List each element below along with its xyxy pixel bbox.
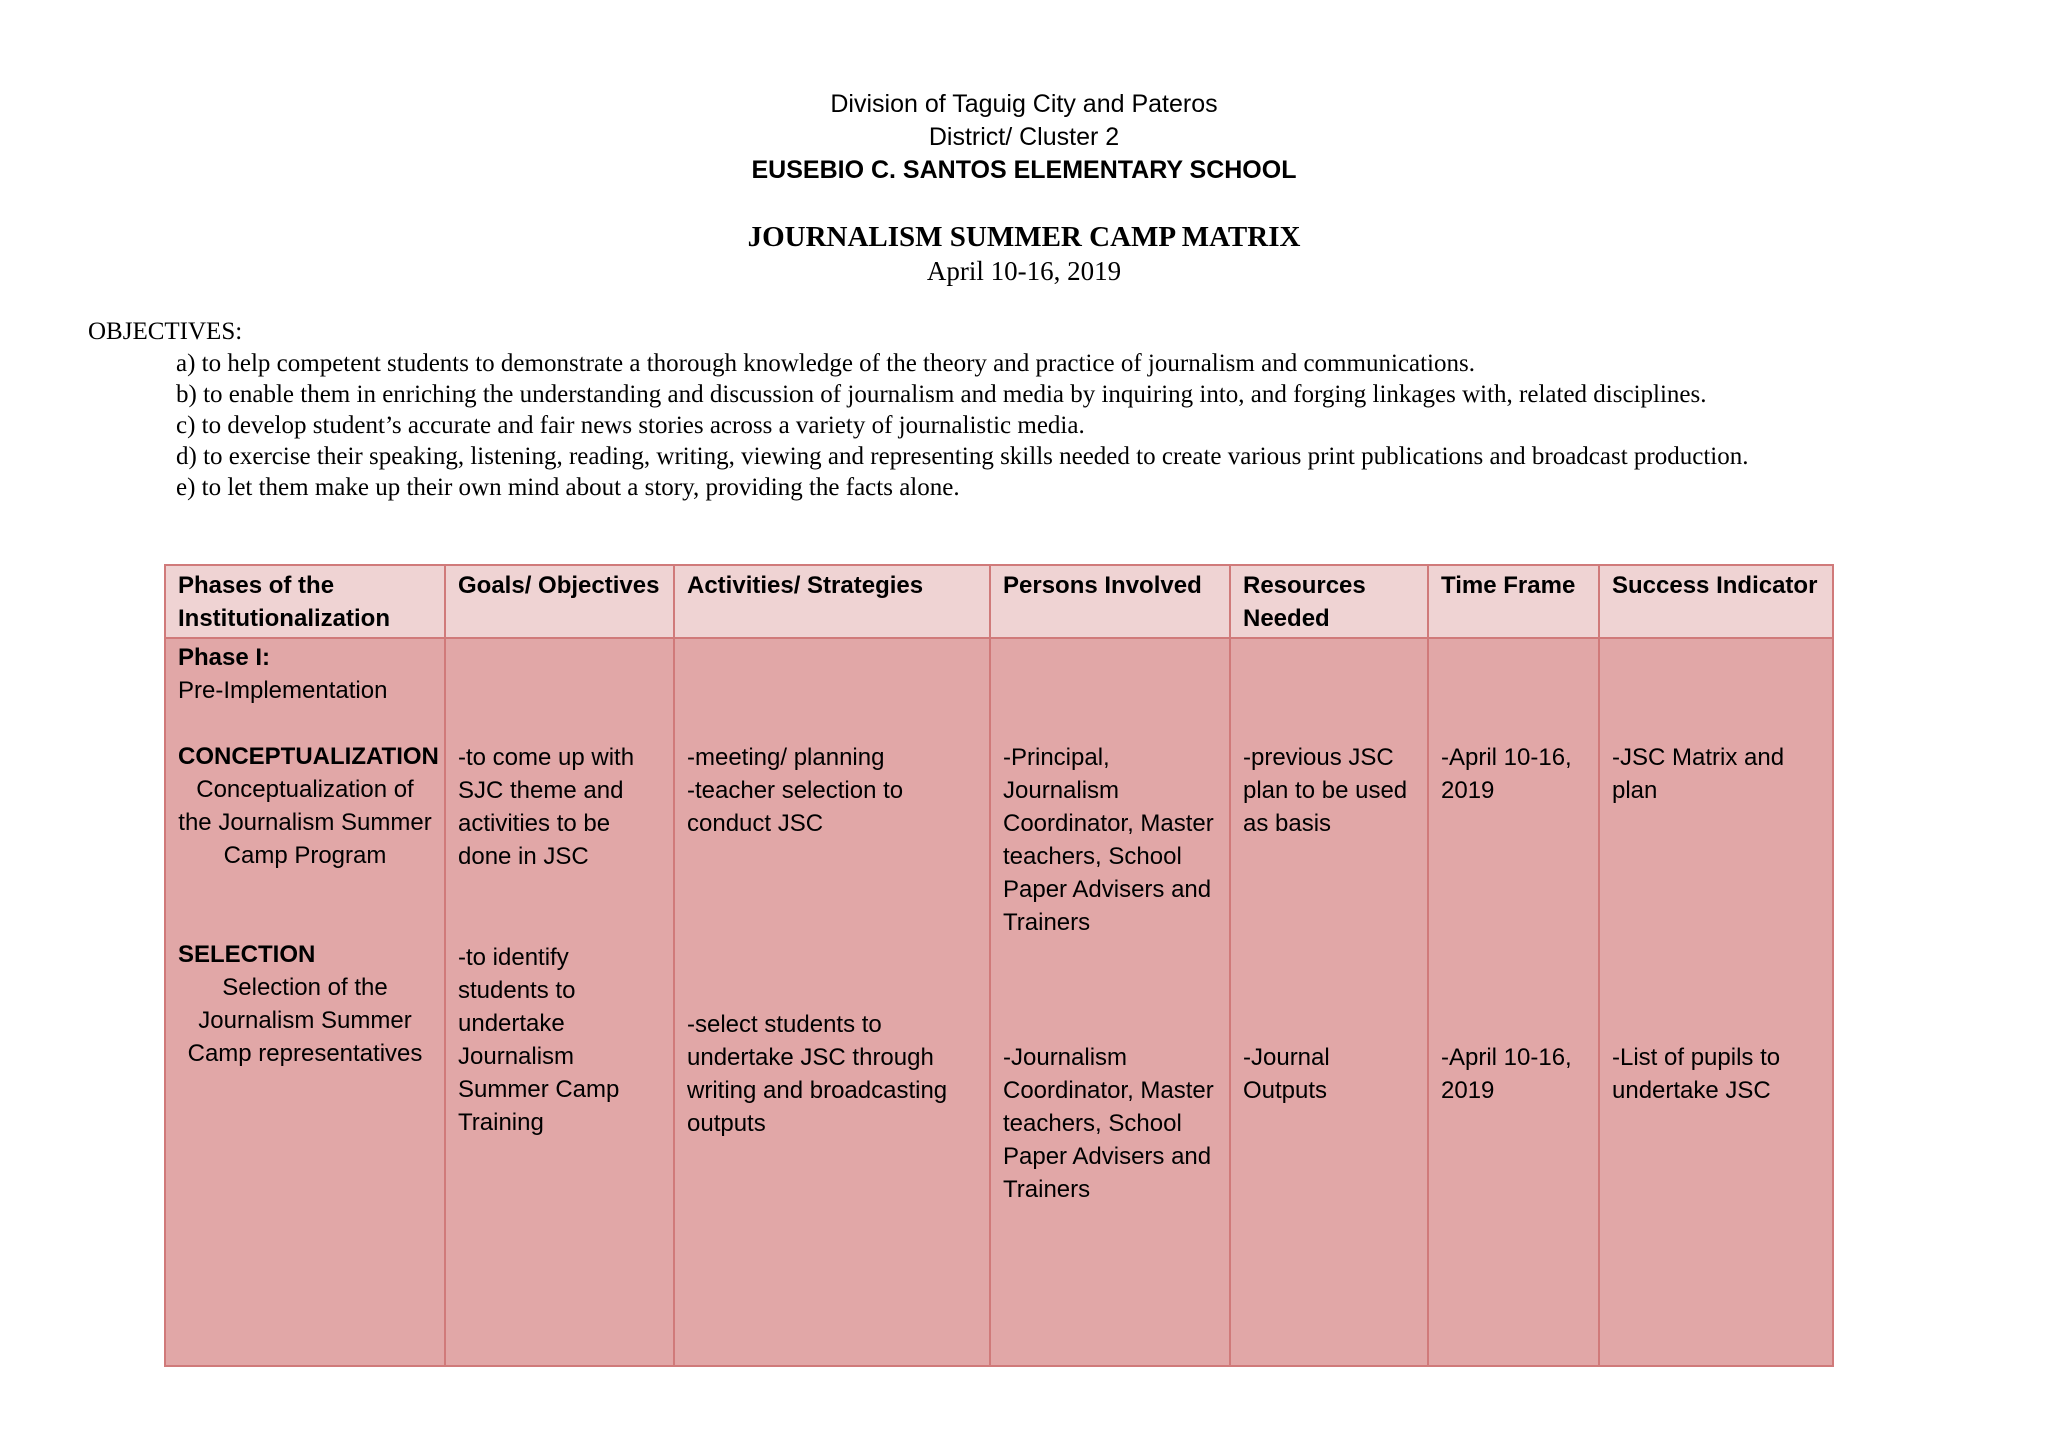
document-header xyxy=(0,88,2048,187)
column-header-activities: Activities/ Strategies xyxy=(674,565,990,638)
goals-cell xyxy=(445,638,674,1366)
persons-text: -Principal, Journalism Coordinator, Master teachers, School Paper Advisers and Trainers xyxy=(1003,744,1214,936)
time-frame-cell xyxy=(1428,638,1599,1366)
district-line: District/ Cluster 2 xyxy=(928,123,1120,151)
section-heading: SELECTION xyxy=(178,941,316,968)
persons-cell xyxy=(990,638,1230,1366)
column-header-phases: Phases of the Institutionalization xyxy=(165,565,445,638)
column-header-goals: Goals/ Objectives xyxy=(445,565,674,638)
objective-item: e) to let them make up their own mind about a story, providing the facts alone. xyxy=(176,474,960,501)
phases-cell xyxy=(165,638,445,1366)
objective-item: c) to develop student’s accurate and fair news stories across a variety of journalistic media. xyxy=(176,412,1085,439)
table-header-row xyxy=(165,565,1833,638)
activities-cell xyxy=(674,638,990,1366)
activity-text: -select students to undertake JSC through writing and broadcasting outputs xyxy=(687,1011,948,1137)
activity-text: -meeting/ planning xyxy=(687,744,885,771)
phase-name: Pre-Implementation xyxy=(178,677,388,704)
goals-text: -to identify students to undertake Journalism Summer Camp Training xyxy=(458,944,620,1136)
activity-text: -teacher selection to conduct JSC xyxy=(687,777,904,837)
resources-text: -previous JSC plan to be used as basis xyxy=(1243,744,1408,837)
objectives-list xyxy=(88,348,1988,503)
column-header-persons: Persons Involved xyxy=(990,565,1230,638)
objectives-heading: OBJECTIVES: xyxy=(88,318,243,345)
document-date: April 10-16, 2019 xyxy=(926,256,1122,286)
title-block xyxy=(0,220,2048,288)
objective-item: d) to exercise their speaking, listening, reading, writing, viewing and representing skills needed to create various print publications and broadcast production. xyxy=(176,443,1749,470)
section-description: Selection of the Journalism Summer Camp representatives xyxy=(187,974,423,1067)
goals-text: -to come up with SJC theme and activities to be done in JSC xyxy=(458,744,635,870)
success-text: -List of pupils to undertake JSC xyxy=(1612,1044,1781,1104)
persons-text: -Journalism Coordinator, Master teachers, School Paper Advisers and Trainers xyxy=(1003,1044,1214,1203)
phase-label: Phase I: xyxy=(178,644,271,671)
school-name: EUSEBIO C. SANTOS ELEMENTARY SCHOOL xyxy=(751,156,1297,184)
objective-item: a) to help competent students to demonstrate a thorough knowledge of the theory and practice of journalism and communications. xyxy=(176,350,1475,377)
column-header-resources: Resources Needed xyxy=(1230,565,1428,638)
camp-matrix-table xyxy=(164,564,1834,1367)
section-description: Conceptualization of the Journalism Summer Camp Program xyxy=(178,776,432,869)
success-text: -JSC Matrix and plan xyxy=(1612,744,1785,804)
column-header-time-frame: Time Frame xyxy=(1428,565,1599,638)
table-row xyxy=(165,638,1833,1366)
document-title: JOURNALISM SUMMER CAMP MATRIX xyxy=(747,221,1301,253)
time-frame-text: -April 10-16, 2019 xyxy=(1441,1044,1572,1104)
resources-cell xyxy=(1230,638,1428,1366)
section-heading: CONCEPTUALIZATION xyxy=(178,743,439,770)
objectives-section xyxy=(88,316,1988,503)
resources-text: -Journal Outputs xyxy=(1243,1044,1330,1104)
column-header-success: Success Indicator xyxy=(1599,565,1833,638)
time-frame-text: -April 10-16, 2019 xyxy=(1441,744,1572,804)
success-cell xyxy=(1599,638,1833,1366)
objective-item: b) to enable them in enriching the understanding and discussion of journalism and media by inquiring into, and forging linkages with, related disciplines. xyxy=(176,381,1707,408)
division-line: Division of Taguig City and Pateros xyxy=(830,90,1218,118)
